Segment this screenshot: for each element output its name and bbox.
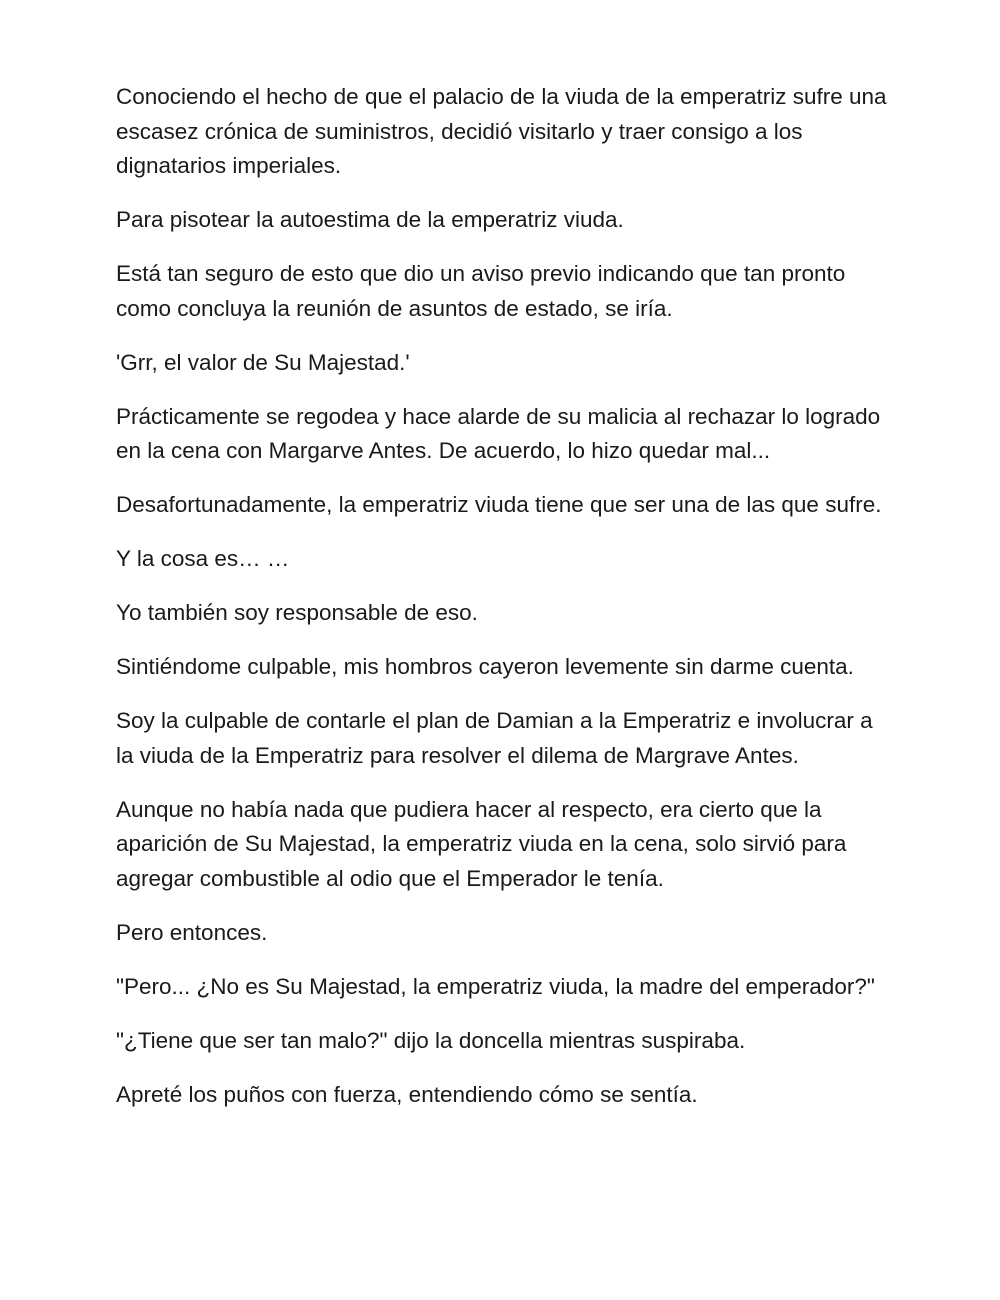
paragraph: Conociendo el hecho de que el palacio de la viuda de la emperatriz sufre una escasez crónica de suministros, decidió visitarlo y traer consigo a los dignatarios imperiales. <box>116 84 887 178</box>
paragraph: 'Grr, el valor de Su Majestad.' <box>116 349 410 375</box>
paragraph: Soy la culpable de contarle el plan de Damian a la Emperatriz e involucrar a la viuda de la Emperatriz para resolver el dilema de Margrave Antes. <box>116 708 873 768</box>
paragraph: Está tan seguro de esto que dio un aviso previo indicando que tan pronto como concluya la reunión de asuntos de estado, se iría. <box>116 261 846 321</box>
paragraph: Para pisotear la autoestima de la emperatriz viuda. <box>116 207 624 232</box>
paragraph: Yo también soy responsable de eso. <box>116 600 478 625</box>
paragraph: Y la cosa es… … <box>116 546 290 571</box>
paragraph: Sintiéndome culpable, mis hombros cayeron levemente sin darme cuenta. <box>116 654 854 679</box>
paragraph: Prácticamente se regodea y hace alarde de su malicia al rechazar lo logrado en la cena con Margarve Antes. De acuerdo, lo hizo quedar mal... <box>116 403 881 463</box>
paragraph: "Pero... ¿No es Su Majestad, la emperatriz viuda, la madre del emperador?" <box>116 973 875 999</box>
document-body <box>116 80 896 1132</box>
paragraph: Aunque no había nada que pudiera hacer al respecto, era cierto que la aparición de Su Majestad, la emperatriz viuda en la cena, solo sirvió para agregar combustible al odio que el Emperador le tenía. <box>116 796 847 891</box>
paragraph: "¿Tiene que ser tan malo?" dijo la doncella mientras suspiraba. <box>116 1027 746 1053</box>
paragraph: Pero entonces. <box>116 919 268 945</box>
paragraph: Apreté los puños con fuerza, entendiendo cómo se sentía. <box>116 1081 698 1107</box>
paragraph: Desafortunadamente, la emperatriz viuda tiene que ser una de las que sufre. <box>116 492 882 517</box>
